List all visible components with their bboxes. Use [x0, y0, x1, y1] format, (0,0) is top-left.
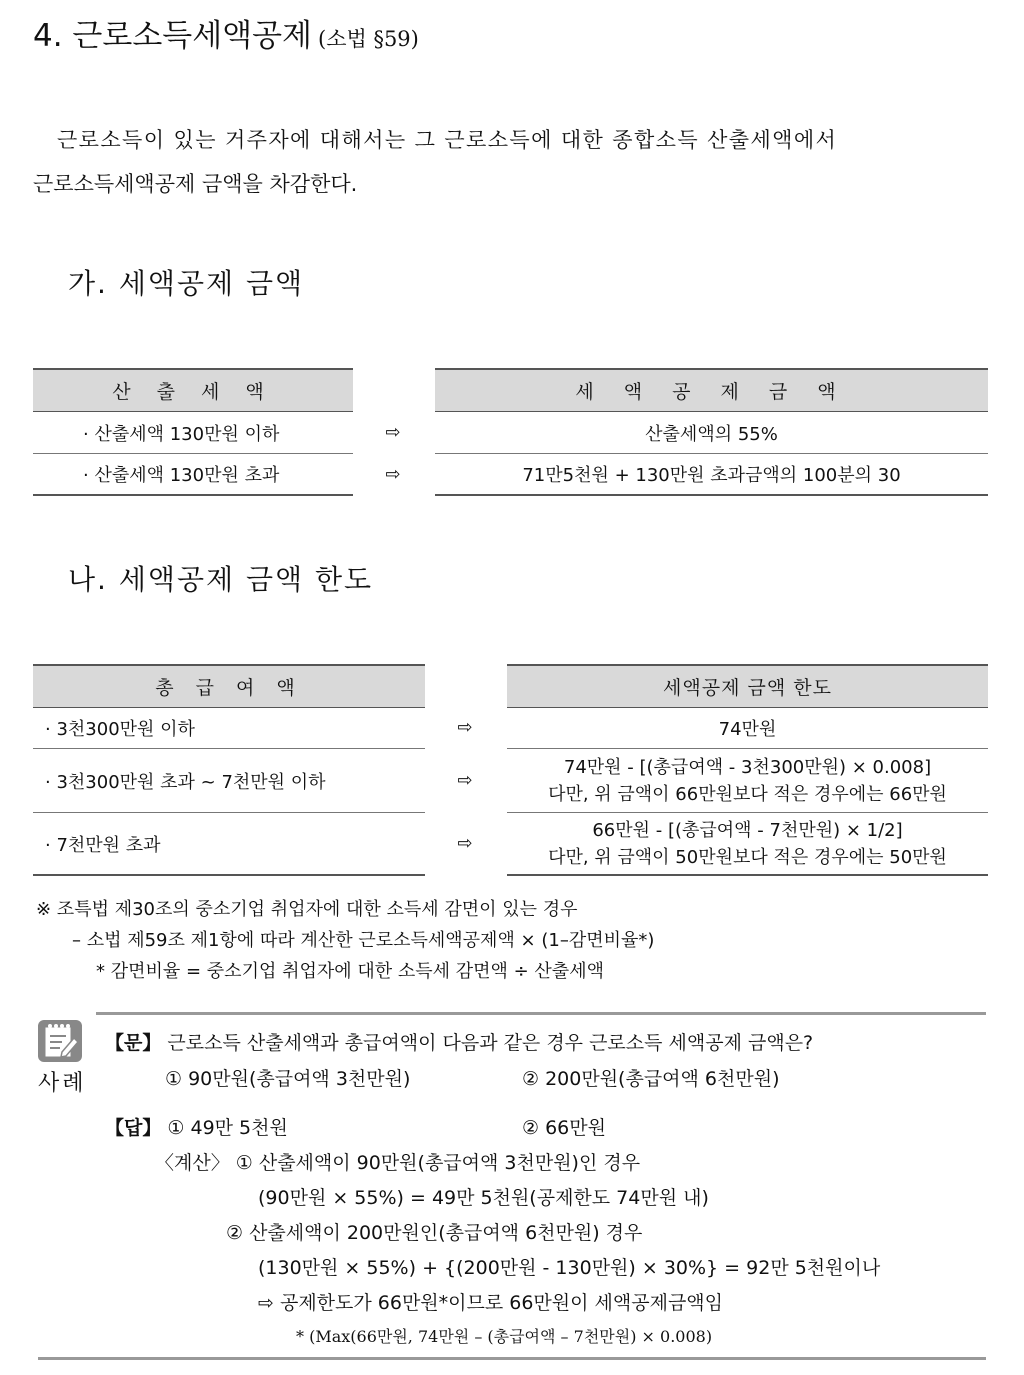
calc-line-4: (130만원 × 55%) + {(200만원 - 130만원) × 30%} = 92만 5천원이나 — [258, 1257, 881, 1279]
row-3-formula: 66만원 - [(총급여액 - 7천만원) × 1/2] — [592, 819, 903, 841]
question-tag: 【문】 — [105, 1032, 162, 1054]
table-a-header-left: 산 출 세 액 — [33, 368, 353, 412]
intro-paragraph — [33, 118, 993, 206]
note-line-3: * 감면비율 = 중소기업 취업자에 대한 소득세 감면액 ÷ 산출세액 — [96, 961, 604, 982]
calc-tag: 〈계산〉 — [155, 1152, 230, 1174]
question-text: 근로소득 산출세액과 총급여액이 다음과 같은 경우 근로소득 세액공제 금액은? — [167, 1032, 814, 1054]
table-b-row-3-right — [507, 813, 988, 876]
table-b-row-3-left: · 7천만원 초과 — [33, 813, 425, 876]
answer-2: ② 66만원 — [522, 1117, 606, 1139]
case-bottom-rule — [38, 1357, 986, 1360]
calc-line-5: ⇨ 공제한도가 66만원*이므로 66만원이 세액공제금액임 — [258, 1292, 724, 1314]
case-q2: ② 200만원(총급여액 6천만원) — [522, 1068, 780, 1090]
calc-line-3: ② 산출세액이 200만원인(총급여액 6천만원) 경우 — [226, 1222, 643, 1244]
case-q1: ① 90만원(총급여액 3천만원) — [165, 1068, 411, 1090]
arrow-icon: ⇨ — [457, 717, 473, 738]
table-b-row-1-right: 74만원 — [507, 708, 988, 749]
intro-line-1: 근로소득이 있는 거주자에 대해서는 그 근로소득에 대한 종합소득 산출세액에서 — [57, 128, 838, 152]
calc-line-1 — [155, 1148, 640, 1175]
table-b-header-left: 총 급 여 액 — [33, 664, 425, 708]
table-b-row-2-right — [507, 749, 988, 813]
note-line-2: – 소법 제59조 제1항에 따라 계산한 근로소득세액공제액 × (1–감면비율*) — [72, 930, 655, 951]
table-a-header-right: 세 액 공 제 금 액 — [435, 368, 988, 412]
arrow-icon: ⇨ — [385, 422, 401, 443]
table-a-row-1-right: 산출세액의 55% — [435, 412, 988, 454]
row-2-formula: 74만원 - [(총급여액 - 3천300만원) × 0.008] — [563, 756, 932, 778]
note-line-1: ※ 조특법 제30조의 중소기업 취업자에 대한 소득세 감면이 있는 경우 — [36, 899, 578, 920]
answer-tag: 【답】 — [105, 1117, 162, 1139]
arrow-icon: ⇨ — [457, 770, 473, 791]
table-a-row-2-left: · 산출세액 130만원 초과 — [33, 454, 353, 496]
row-3-proviso: 다만, 위 금액이 50만원보다 적은 경우에는 50만원 — [548, 846, 947, 868]
page-title — [33, 10, 419, 55]
calc-footnote: * (Max(66만원, 74만원 – (총급여액 – 7천만원) × 0.008) — [296, 1327, 713, 1346]
intro-line-2: 근로소득세액공제 금액을 차감한다. — [33, 172, 358, 196]
table-b-header-right: 세액공제 금액 한도 — [507, 664, 988, 708]
calc-1: ① 산출세액이 90만원(총급여액 3천만원)인 경우 — [235, 1152, 641, 1174]
table-b-row-1-left: · 3천300만원 이하 — [33, 708, 425, 749]
arrow-icon: ⇨ — [457, 833, 473, 854]
title-main: 4. 근로소득세액공제 — [33, 18, 312, 54]
answer-1: ① 49만 5천원 — [167, 1117, 288, 1139]
section-heading-a: 가. 세액공제 금액 — [68, 267, 305, 300]
case-label: 사례 — [38, 1071, 87, 1096]
notepad-icon — [38, 1020, 82, 1062]
case-top-rule — [96, 1012, 986, 1015]
row-2-proviso: 다만, 위 금액이 66만원보다 적은 경우에는 66만원 — [548, 783, 947, 805]
table-a-row-2-right: 71만5천원 + 130만원 초과금액의 100분의 30 — [435, 454, 988, 496]
arrow-icon: ⇨ — [385, 464, 401, 485]
title-law-ref: (소법 §59) — [318, 27, 419, 51]
case-question — [105, 1028, 813, 1055]
table-b-row-2-left: · 3천300만원 초과 ~ 7천만원 이하 — [33, 749, 425, 813]
section-heading-b: 나. 세액공제 금액 한도 — [68, 563, 374, 596]
case-answer — [105, 1113, 288, 1140]
calc-line-2: (90만원 × 55%) = 49만 5천원(공제한도 74만원 내) — [258, 1187, 709, 1209]
table-a-row-1-left: · 산출세액 130만원 이하 — [33, 412, 353, 454]
